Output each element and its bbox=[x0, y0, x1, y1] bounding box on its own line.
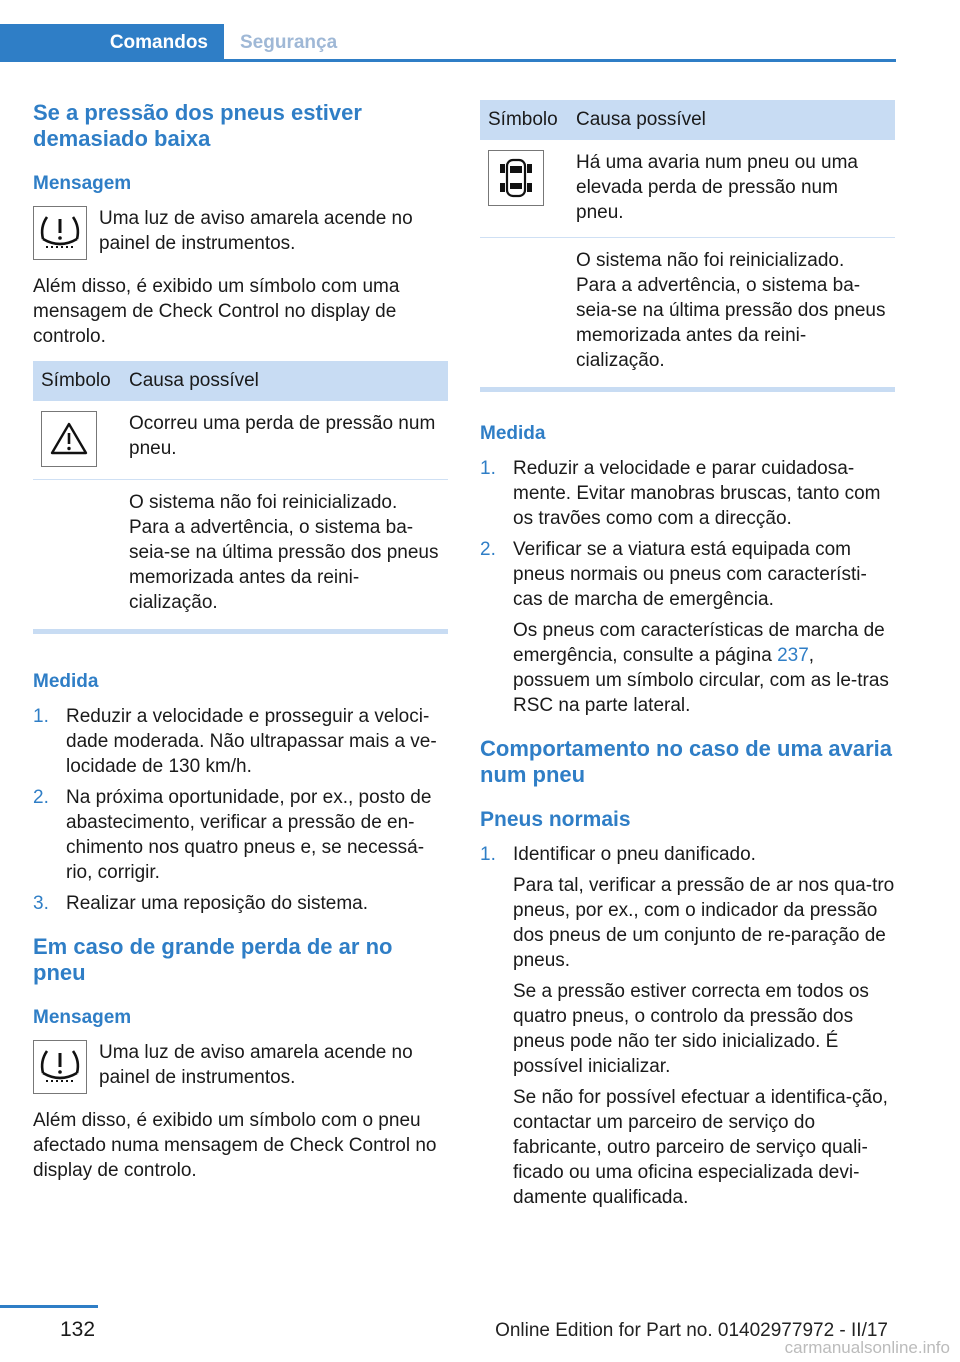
message-text-1: Uma luz de aviso amarela acende no painel de instrumentos. bbox=[99, 208, 413, 254]
col-symbol: Símbolo bbox=[33, 361, 121, 401]
steps-right bbox=[480, 456, 895, 718]
heading-normal-tires: Pneus normais bbox=[480, 808, 631, 831]
tab-comandos[interactable]: Comandos bbox=[0, 24, 224, 62]
list-item: 1. Reduzir a velocidade e parar cuidadosa-mente. Evitar manobras bruscas, tanto com os travões como com a direcção. bbox=[480, 458, 881, 529]
heading-major-air-loss: Em caso de grande perda de ar no pneu bbox=[33, 934, 393, 985]
heading-measure-right: Medida bbox=[480, 423, 546, 444]
tpms-warning-icon bbox=[33, 206, 87, 260]
col-cause: Causa possível bbox=[121, 361, 448, 401]
left-column bbox=[33, 100, 448, 1195]
symbol-table-left bbox=[33, 361, 448, 634]
paragraph-check-control-2: Além disso, é exibido um símbolo com o pneu afectado numa mensagem de Check Control no display de controlo. bbox=[33, 1110, 437, 1181]
heading-message-2: Mensagem bbox=[33, 1007, 132, 1028]
edition-note: Online Edition for Part no. 01402977972 - II/17 bbox=[495, 1320, 888, 1341]
col-cause: Causa possível bbox=[568, 100, 895, 140]
chapter-tabs bbox=[0, 24, 896, 62]
right-column bbox=[480, 100, 895, 1228]
heading-measure-left: Medida bbox=[33, 671, 99, 692]
cause-not-reset: O sistema não foi reinicializado. Para a advertência, o sistema ba-seia-se na última pressão dos pneus memorizada antes da reini-cialização. bbox=[121, 480, 448, 632]
cause-not-reset: O sistema não foi reinicializado. Para a advertência, o sistema ba-seia-se na última pressão dos pneus memorizada antes da reini-cialização. bbox=[568, 238, 895, 390]
list-item: 1. Identificar o pneu danificado. Para tal, verificar a pressão de ar nos qua-tro pneus, por ex., com o indicador da pressão dos pneus de um conjunto de re-paração de pneus. Se a pressão estiver correcta em todos os quatro pneus, o controlo da pressão dos pneus pode não ter sido inicializado. É possível inicializar. Se não for possível efectuar a identifica-ção, contactar um parceiro de serviço do fabricante, outro parceiro de serviço quali-ficado ou uma oficina especializada devi-damente qualificada. bbox=[480, 844, 895, 1208]
heading-message-1: Mensagem bbox=[33, 173, 132, 194]
heading-low-pressure: Se a pressão dos pneus estiver demasiado baixa bbox=[33, 100, 362, 151]
page-number: 132 bbox=[60, 1318, 96, 1341]
page-link-237[interactable]: 237 bbox=[777, 645, 809, 666]
car-tire-icon bbox=[488, 150, 544, 206]
paragraph-check-control-1: Além disso, é exibido um símbolo com uma mensagem de Check Control no display de controlo. bbox=[33, 276, 400, 347]
message-block-1 bbox=[33, 206, 448, 260]
col-symbol: Símbolo bbox=[480, 100, 568, 140]
message-text-2: Uma luz de aviso amarela acende no painel de instrumentos. bbox=[99, 1042, 413, 1088]
list-item: 2. Verificar se a viatura está equipada com pneus normais ou pneus com característi-cas de marcha de emergência. Os pneus com características de marcha de emergência, consulte a página 237, possuem um símbolo circular, com as le-tras RSC na parte lateral. bbox=[480, 539, 889, 716]
cause-tire-damage: Há uma avaria num pneu ou uma elevada perda de pressão num pneu. bbox=[568, 140, 895, 238]
heading-tire-failure: Comportamento no caso de uma avaria num pneu bbox=[480, 736, 892, 787]
header-rule bbox=[224, 59, 896, 62]
symbol-table-right bbox=[480, 100, 895, 392]
list-item: 2. Na próxima oportunidade, por ex., posto de abastecimento, verificar a pressão de en-chimento nos quatro pneus e, se necessá-rio, corrigir. bbox=[33, 787, 432, 883]
list-item: 1. Reduzir a velocidade e prosseguir a veloci-dade moderada. Não ultrapassar mais a ve-locidade de 130 km/h. bbox=[33, 706, 437, 777]
steps-normal-tires bbox=[480, 842, 895, 1210]
tpms-warning-icon bbox=[33, 1040, 87, 1094]
list-item: 3. Realizar uma reposição do sistema. bbox=[33, 893, 369, 914]
warning-triangle-icon bbox=[41, 411, 97, 467]
footer-rule bbox=[0, 1305, 98, 1308]
tab-seguranca[interactable]: Segurança bbox=[240, 32, 338, 53]
steps-left bbox=[33, 704, 448, 916]
cause-pressure-loss: Ocorreu uma perda de pressão num pneu. bbox=[121, 401, 448, 480]
watermark: carmanualsonline.info bbox=[784, 1338, 950, 1357]
message-block-2 bbox=[33, 1040, 448, 1094]
